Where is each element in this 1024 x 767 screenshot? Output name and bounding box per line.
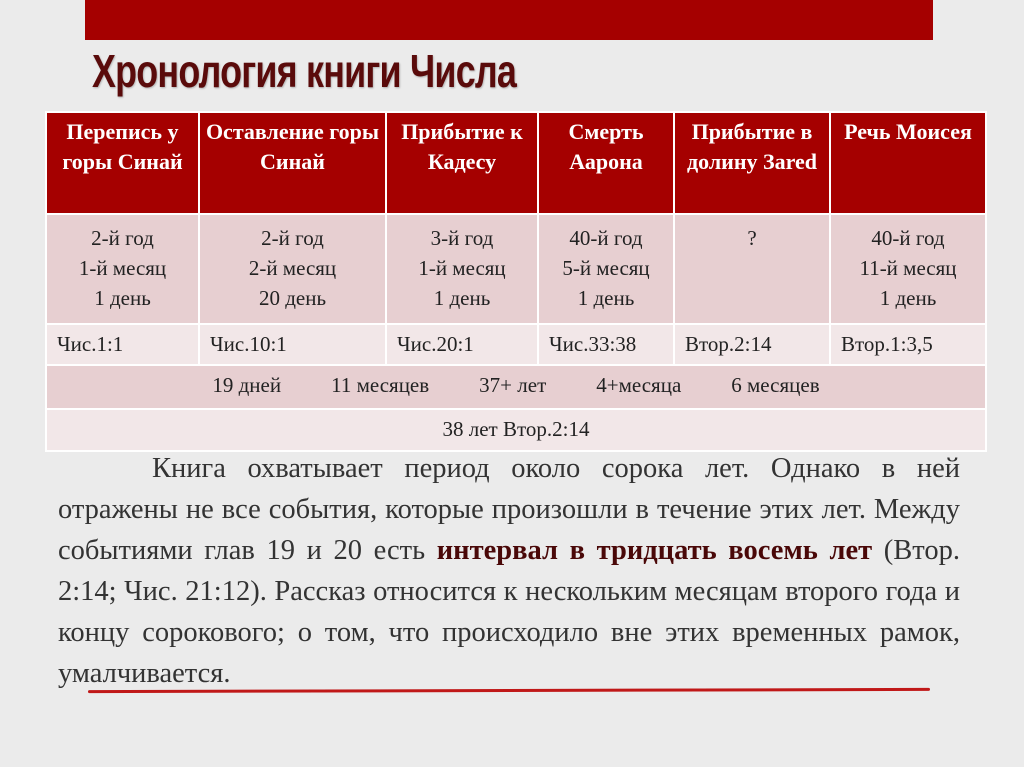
date-cell xyxy=(830,214,986,324)
date-line: 1 день xyxy=(577,286,635,310)
date-line: ? xyxy=(747,226,757,250)
header-row xyxy=(46,112,986,214)
total-row xyxy=(46,409,986,451)
date-line: 1 день xyxy=(433,286,491,310)
refs-row xyxy=(46,324,986,365)
date-cell xyxy=(674,214,830,324)
date-line: 2-й год xyxy=(261,226,324,250)
paragraph-text: Книга охватывает период около сорока лет. Однако в ней отражены не все события, которые произошли в течение этих лет. Между событиями глав 19 и 20 есть xyxy=(58,453,960,566)
reference-cell: Втор.2:14 xyxy=(674,324,830,365)
date-cell xyxy=(538,214,674,324)
interval-label: 19 дней xyxy=(212,373,282,397)
date-line: 2-й год xyxy=(91,226,154,250)
date-line: 1 день xyxy=(879,286,937,310)
header-cell: Прибытие к Кадесу xyxy=(386,112,538,214)
reference-cell: Чис.10:1 xyxy=(199,324,386,365)
date-line: 1-й месяц xyxy=(78,256,167,280)
header-cell: Прибытие в долину Зared xyxy=(674,112,830,214)
date-line: 40-й год xyxy=(569,226,643,250)
interval-label: 37+ лет xyxy=(479,373,547,397)
reference-cell: Втор.1:3,5 xyxy=(830,324,986,365)
date-line: 1 день xyxy=(94,286,151,310)
date-line: 1-й месяц xyxy=(418,256,506,280)
interval-label: 4+месяца xyxy=(596,373,682,397)
header-cell: Перепись у горы Синай xyxy=(46,112,199,214)
header-cell: Смерть Аарона xyxy=(538,112,674,214)
intervals-cell xyxy=(46,365,986,409)
reference-cell: Чис.33:38 xyxy=(538,324,674,365)
slide-title: Хронология книги Числа xyxy=(92,45,517,97)
date-line: 3-й год xyxy=(430,226,494,250)
header-cell: Оставление горы Синай xyxy=(199,112,386,214)
description-paragraph xyxy=(58,448,960,694)
date-cell xyxy=(386,214,538,324)
reference-cell: Чис.1:1 xyxy=(46,324,199,365)
interval-label: 11 месяцев xyxy=(331,373,430,397)
dates-row xyxy=(46,214,986,324)
top-accent-bar xyxy=(85,0,933,40)
intervals-row xyxy=(46,365,986,409)
reference-cell: Чис.20:1 xyxy=(386,324,538,365)
paragraph-text: (Втор. 2:14; Чис. 21:12). Рассказ относится к нескольким месяцам второго года и концу сорокового; о том, что происходило вне этих временных рамок, умалчивается. xyxy=(58,535,960,689)
date-line: 40-й год xyxy=(871,226,945,250)
chronology-table xyxy=(45,111,987,452)
date-cell xyxy=(46,214,199,324)
date-line: 11-й месяц xyxy=(859,256,957,280)
date-line: 20 день xyxy=(258,286,327,310)
interval-label: 6 месяцев xyxy=(731,373,820,397)
date-cell xyxy=(199,214,386,324)
paragraph-emphasis: интервал в тридцать восемь лет xyxy=(436,535,873,566)
total-cell: 38 лет Втор.2:14 xyxy=(46,409,986,451)
date-line: 2-й месяц xyxy=(248,256,337,280)
header-cell: Речь Моисея xyxy=(830,112,986,214)
date-line: 5-й месяц xyxy=(562,256,650,280)
